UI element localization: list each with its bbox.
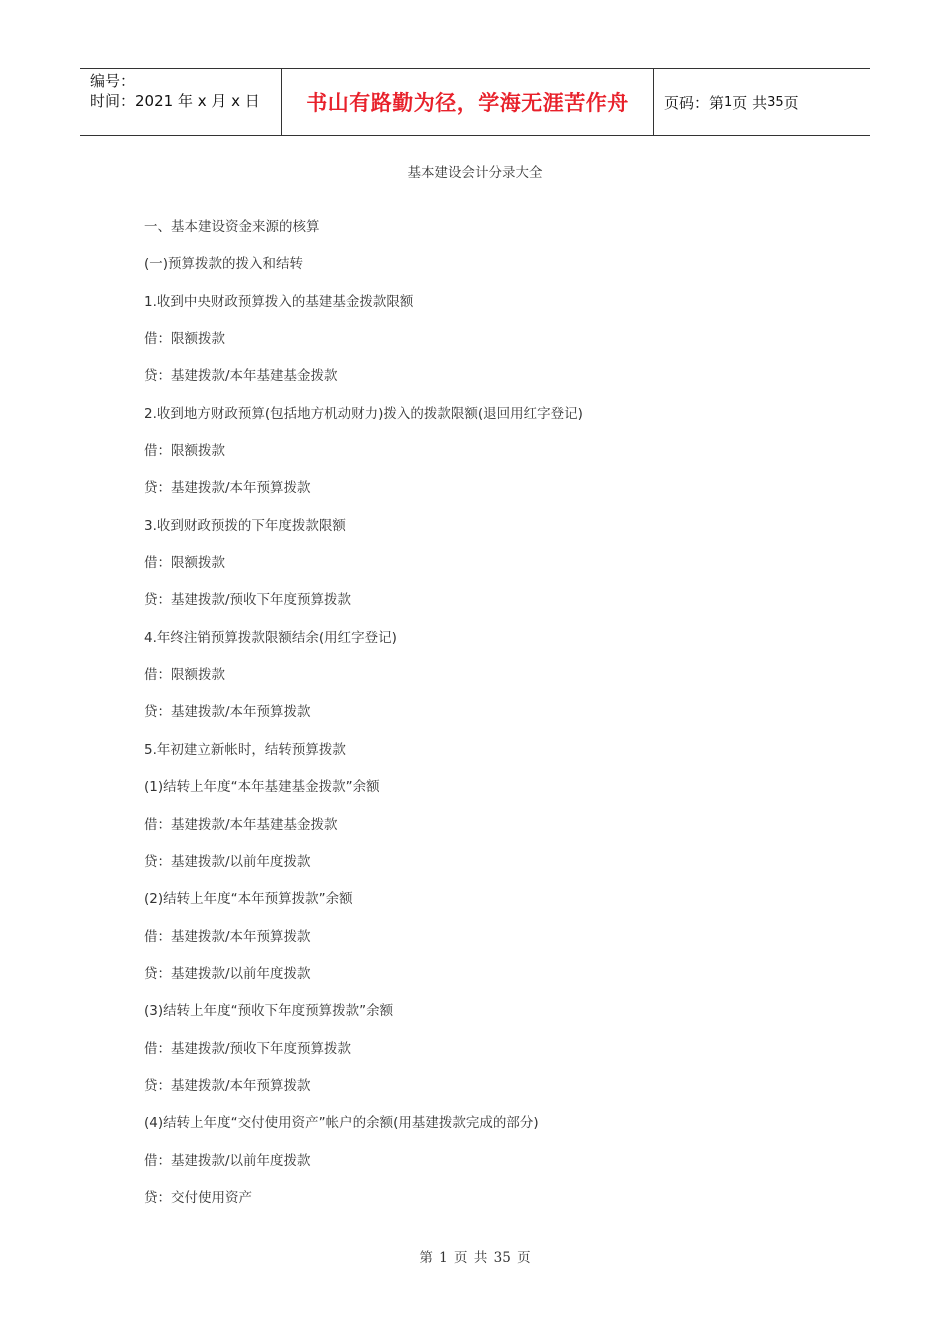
document-title: 基本建设会计分录大全 — [407, 165, 543, 181]
page-mid: 页 共 — [732, 93, 768, 112]
body-line: (一)预算拨款的拨入和结转 — [144, 256, 304, 273]
page-footer: 第 1 页 共 35 页 — [419, 1250, 531, 1266]
body-line: 贷：基建拨款/以前年度拨款 — [144, 965, 311, 982]
document-date-label: 时间：2021 年 x 月 x 日 — [90, 92, 260, 110]
body-line: 贷：基建拨款/本年预算拨款 — [144, 704, 311, 721]
body-line: 1.收到中央财政预算拨入的基建基金拨款限额 — [144, 293, 414, 310]
body-line: 借：基建拨款/预收下年度预算拨款 — [144, 1040, 352, 1057]
body-line: (3)结转上年度“预收下年度预算拨款”余额 — [144, 1003, 394, 1020]
body-line: 借：限额拨款 — [144, 667, 225, 684]
page-current: 1 — [724, 94, 733, 110]
body-line: 2.收到地方财政预算(包括地方机动财力)拨入的拨款限额(退回用红字登记) — [144, 405, 583, 422]
motto-text: 书山有路勤为径，学海无涯苦作舟 — [306, 91, 629, 115]
page-total: 35 — [767, 94, 784, 110]
body-line: 借：限额拨款 — [144, 443, 225, 460]
body-line: 贷：基建拨款/以前年度拨款 — [144, 853, 311, 870]
page-prefix: 页码：第 — [664, 93, 725, 112]
body-line: (4)结转上年度“交付使用资产”帐户的余额(用基建拨款完成的部分) — [144, 1115, 539, 1132]
body-line: 贷：基建拨款/本年基建基金拨款 — [144, 368, 338, 385]
document-body — [144, 216, 844, 1224]
body-line: 借：基建拨款/本年预算拨款 — [144, 928, 311, 945]
body-line: 贷：基建拨款/本年预算拨款 — [144, 480, 311, 497]
document-number-label: 编号： — [90, 72, 136, 90]
body-line: 一、基本建设资金来源的核算 — [144, 219, 320, 235]
body-line: 贷：交付使用资产 — [144, 1189, 252, 1206]
body-line: 贷：基建拨款/预收下年度预算拨款 — [144, 592, 352, 609]
header-page-cell — [654, 69, 870, 135]
body-line: (1)结转上年度“本年基建基金拨款”余额 — [144, 779, 380, 796]
header-table — [80, 68, 870, 136]
body-line: 贷：基建拨款/本年预算拨款 — [144, 1077, 311, 1094]
body-line: 借：限额拨款 — [144, 331, 225, 348]
body-line: 借：限额拨款 — [144, 555, 225, 572]
body-line: 借：基建拨款/本年基建基金拨款 — [144, 816, 338, 833]
header-motto-cell — [281, 69, 654, 135]
body-line: 借：基建拨款/以前年度拨款 — [144, 1152, 311, 1169]
body-line: 4.年终注销预算拨款限额结余(用红字登记) — [144, 629, 397, 646]
body-line: 3.收到财政预拨的下年度拨款限额 — [144, 517, 346, 534]
body-line: 5.年初建立新帐时，结转预算拨款 — [144, 741, 346, 758]
page-suffix: 页 — [783, 93, 799, 112]
body-line: (2)结转上年度“本年预算拨款”余额 — [144, 891, 353, 908]
header-info-cell — [80, 69, 281, 135]
